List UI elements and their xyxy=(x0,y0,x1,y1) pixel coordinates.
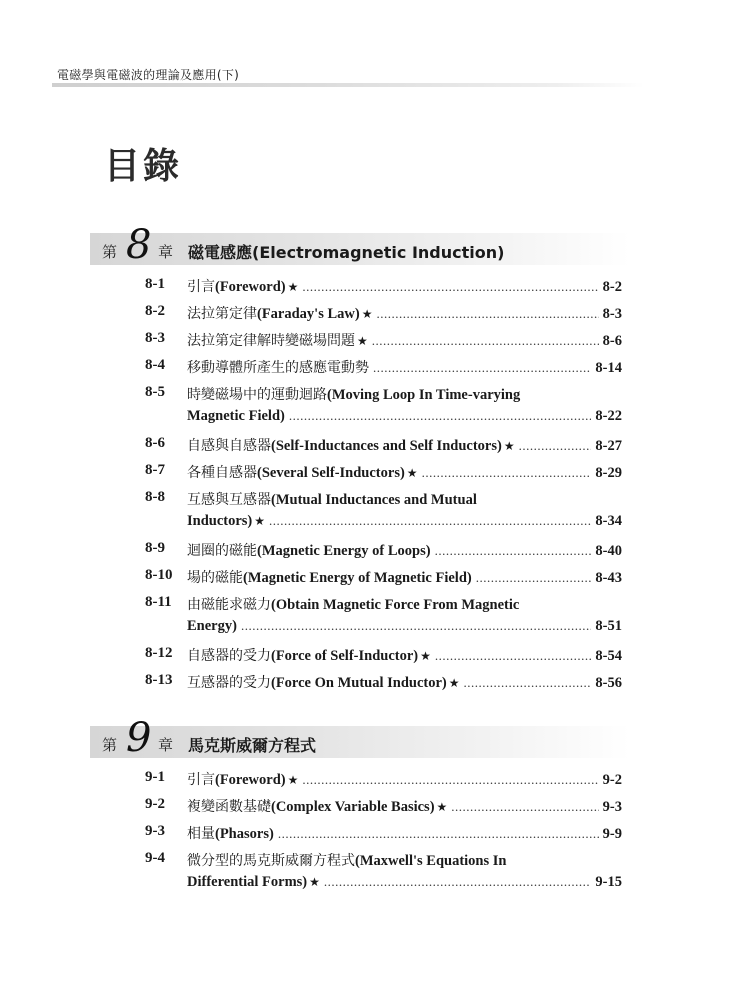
dot-leader xyxy=(324,874,592,890)
entry-title-en: (Magnetic Energy of Magnetic Field) xyxy=(243,570,472,586)
entry-title-cont: Energy) xyxy=(187,618,237,634)
section-number: 8-12 xyxy=(145,645,173,661)
page-number: 8-27 xyxy=(595,438,622,454)
dot-leader xyxy=(289,408,592,424)
entry-title-zh: 引言 xyxy=(187,279,215,295)
entry-title-zh: 法拉第定律解時變磁場問題 xyxy=(187,333,355,349)
entry-title-line xyxy=(187,672,622,692)
entry-title-en: (Moving Loop In Time-varying xyxy=(327,387,521,403)
entry-title-zh: 互感與互感器 xyxy=(187,492,271,508)
entry-title-line xyxy=(187,850,622,870)
entry-title-zh: 互感器的受力 xyxy=(187,675,271,691)
page-number: 9-9 xyxy=(602,826,622,842)
page-number: 8-43 xyxy=(595,570,622,586)
toc-entry xyxy=(0,293,750,322)
toc-entry xyxy=(0,425,750,454)
toc-entry xyxy=(0,266,750,295)
section-number: 9-1 xyxy=(145,769,165,785)
page-number: 9-3 xyxy=(602,799,622,815)
running-head: 電磁學與電磁波的理論及應用(下) xyxy=(57,68,240,82)
entry-title-zh: 移動導體所產生的感應電動勢 xyxy=(187,360,369,376)
chapter-suffix: 章 xyxy=(158,736,174,754)
star-icon: ★ xyxy=(309,875,320,889)
page-number: 8-6 xyxy=(602,333,622,349)
page-title: 目錄 xyxy=(104,145,183,187)
section-number: 8-11 xyxy=(145,594,172,610)
entry-title-cont: Magnetic Field) xyxy=(187,408,285,424)
page-number: 9-15 xyxy=(595,874,622,890)
star-icon: ★ xyxy=(254,514,266,528)
page-number: 8-29 xyxy=(595,465,622,481)
entry-title-zh: 由磁能求磁力 xyxy=(187,597,271,613)
section-number: 8-13 xyxy=(145,672,173,688)
page-number: 8-54 xyxy=(595,648,622,664)
section-number: 8-3 xyxy=(145,330,165,346)
entry-title-en: (Maxwell's Equations In xyxy=(355,853,507,869)
entry-title-en: (Force On Mutual Inductor) xyxy=(271,675,447,691)
section-number: 8-8 xyxy=(145,489,165,505)
entry-title-line xyxy=(187,489,622,509)
entry-title-zh: 微分型的馬克斯威爾方程式 xyxy=(187,853,355,869)
section-number: 8-4 xyxy=(145,357,165,373)
chapter-heading xyxy=(90,715,630,761)
dot-leader xyxy=(241,618,591,634)
page-number: 8-14 xyxy=(595,360,622,376)
entry-title-zh: 迴圈的磁能 xyxy=(187,543,257,559)
page-number: 8-56 xyxy=(595,675,622,691)
section-number: 8-6 xyxy=(145,435,165,451)
star-icon: ★ xyxy=(448,676,460,690)
entry-title-en: (Foreword) xyxy=(215,279,286,295)
entry-title-cont: Differential Forms) xyxy=(187,874,308,890)
chapter-prefix: 第 xyxy=(102,243,118,261)
star-icon: ★ xyxy=(420,649,431,663)
page-number: 8-2 xyxy=(602,279,622,295)
entry-title-zh: 自感與自感器 xyxy=(187,438,271,454)
toc-entry xyxy=(0,662,750,691)
page-number: 8-22 xyxy=(595,408,622,424)
page-number: 8-40 xyxy=(595,543,622,559)
chapter-suffix: 章 xyxy=(158,243,174,261)
dot-leader xyxy=(269,513,591,529)
section-number: 9-3 xyxy=(145,823,165,839)
toc-entry xyxy=(0,786,750,815)
section-number: 8-1 xyxy=(145,276,165,292)
star-icon: ★ xyxy=(287,280,299,294)
entry-title-en: (Mutual Inductances and Mutual xyxy=(271,492,477,508)
entry-title-zh: 引言 xyxy=(187,772,215,788)
star-icon: ★ xyxy=(503,439,515,453)
entry-title-zh: 法拉第定律 xyxy=(187,306,257,322)
toc-entry xyxy=(0,813,750,842)
entry-title-zh: 時變磁場中的運動迴路 xyxy=(187,387,327,403)
section-number: 8-7 xyxy=(145,462,165,478)
entry-title-en: (Foreword) xyxy=(215,772,286,788)
star-icon: ★ xyxy=(361,307,373,321)
star-icon: ★ xyxy=(436,800,448,814)
section-number: 8-10 xyxy=(145,567,173,583)
entry-title-en: (Obtain Magnetic Force From Magnetic xyxy=(271,597,520,613)
toc-entry xyxy=(0,320,750,349)
toc-entry xyxy=(0,840,750,890)
section-number: 8-9 xyxy=(145,540,165,556)
chapter-heading xyxy=(90,222,630,268)
entry-title xyxy=(187,384,520,404)
entry-title-en: (Magnetic Energy of Loops) xyxy=(257,543,431,559)
toc-entry xyxy=(0,635,750,664)
entry-title-en: (Phasors) xyxy=(215,826,274,842)
chapter-title: 磁電感應(Electromagnetic Induction) xyxy=(188,243,505,262)
toc-entry xyxy=(0,530,750,559)
star-icon: ★ xyxy=(406,466,418,480)
entry-title-line-2 xyxy=(187,874,622,894)
page-number: 9-2 xyxy=(602,772,622,788)
toc-entry xyxy=(0,347,750,376)
toc-entry xyxy=(0,584,750,634)
toc-entry xyxy=(0,479,750,529)
entry-title-zh: 自感器的受力 xyxy=(187,648,271,664)
entry-title xyxy=(187,672,447,692)
entry-title-en: (Self-Inductances and Self Inductors) xyxy=(271,438,502,454)
entry-title-en: (Several Self-Inductors) xyxy=(257,465,405,481)
entry-title xyxy=(187,489,477,509)
section-number: 8-5 xyxy=(145,384,165,400)
chapter-number: 8 xyxy=(126,222,152,268)
entry-title xyxy=(187,850,506,870)
entry-title-cont: Inductors) xyxy=(187,513,253,529)
section-number: 8-2 xyxy=(145,303,165,319)
page-number: 8-51 xyxy=(595,618,622,634)
dot-leader xyxy=(464,675,592,691)
section-number: 9-4 xyxy=(145,850,165,866)
entry-title-line xyxy=(187,594,622,614)
toc-entry xyxy=(0,374,750,424)
entry-title-zh: 場的磁能 xyxy=(187,570,243,586)
entry-title-zh: 複變函數基礎 xyxy=(187,799,271,815)
toc-entry xyxy=(0,557,750,586)
page-number: 8-3 xyxy=(602,306,622,322)
entry-title xyxy=(187,594,519,614)
star-icon: ★ xyxy=(357,334,368,348)
entry-title-zh: 各種自感器 xyxy=(187,465,257,481)
chapter-number: 9 xyxy=(126,715,152,761)
section-number: 9-2 xyxy=(145,796,165,812)
chapter-prefix: 第 xyxy=(102,736,118,754)
entry-title-zh: 相量 xyxy=(187,826,215,842)
entry-title-en: (Faraday's Law) xyxy=(257,306,360,322)
entry-title-en: (Complex Variable Basics) xyxy=(271,799,435,815)
chapter-title: 馬克斯威爾方程式 xyxy=(188,736,317,755)
header-rule xyxy=(52,83,644,87)
toc-entry xyxy=(0,452,750,481)
star-icon: ★ xyxy=(287,773,299,787)
entry-title-en: (Force of Self-Inductor) xyxy=(271,648,419,664)
entry-title-line xyxy=(187,384,622,404)
toc-entry xyxy=(0,759,750,788)
page-number: 8-34 xyxy=(595,513,622,529)
